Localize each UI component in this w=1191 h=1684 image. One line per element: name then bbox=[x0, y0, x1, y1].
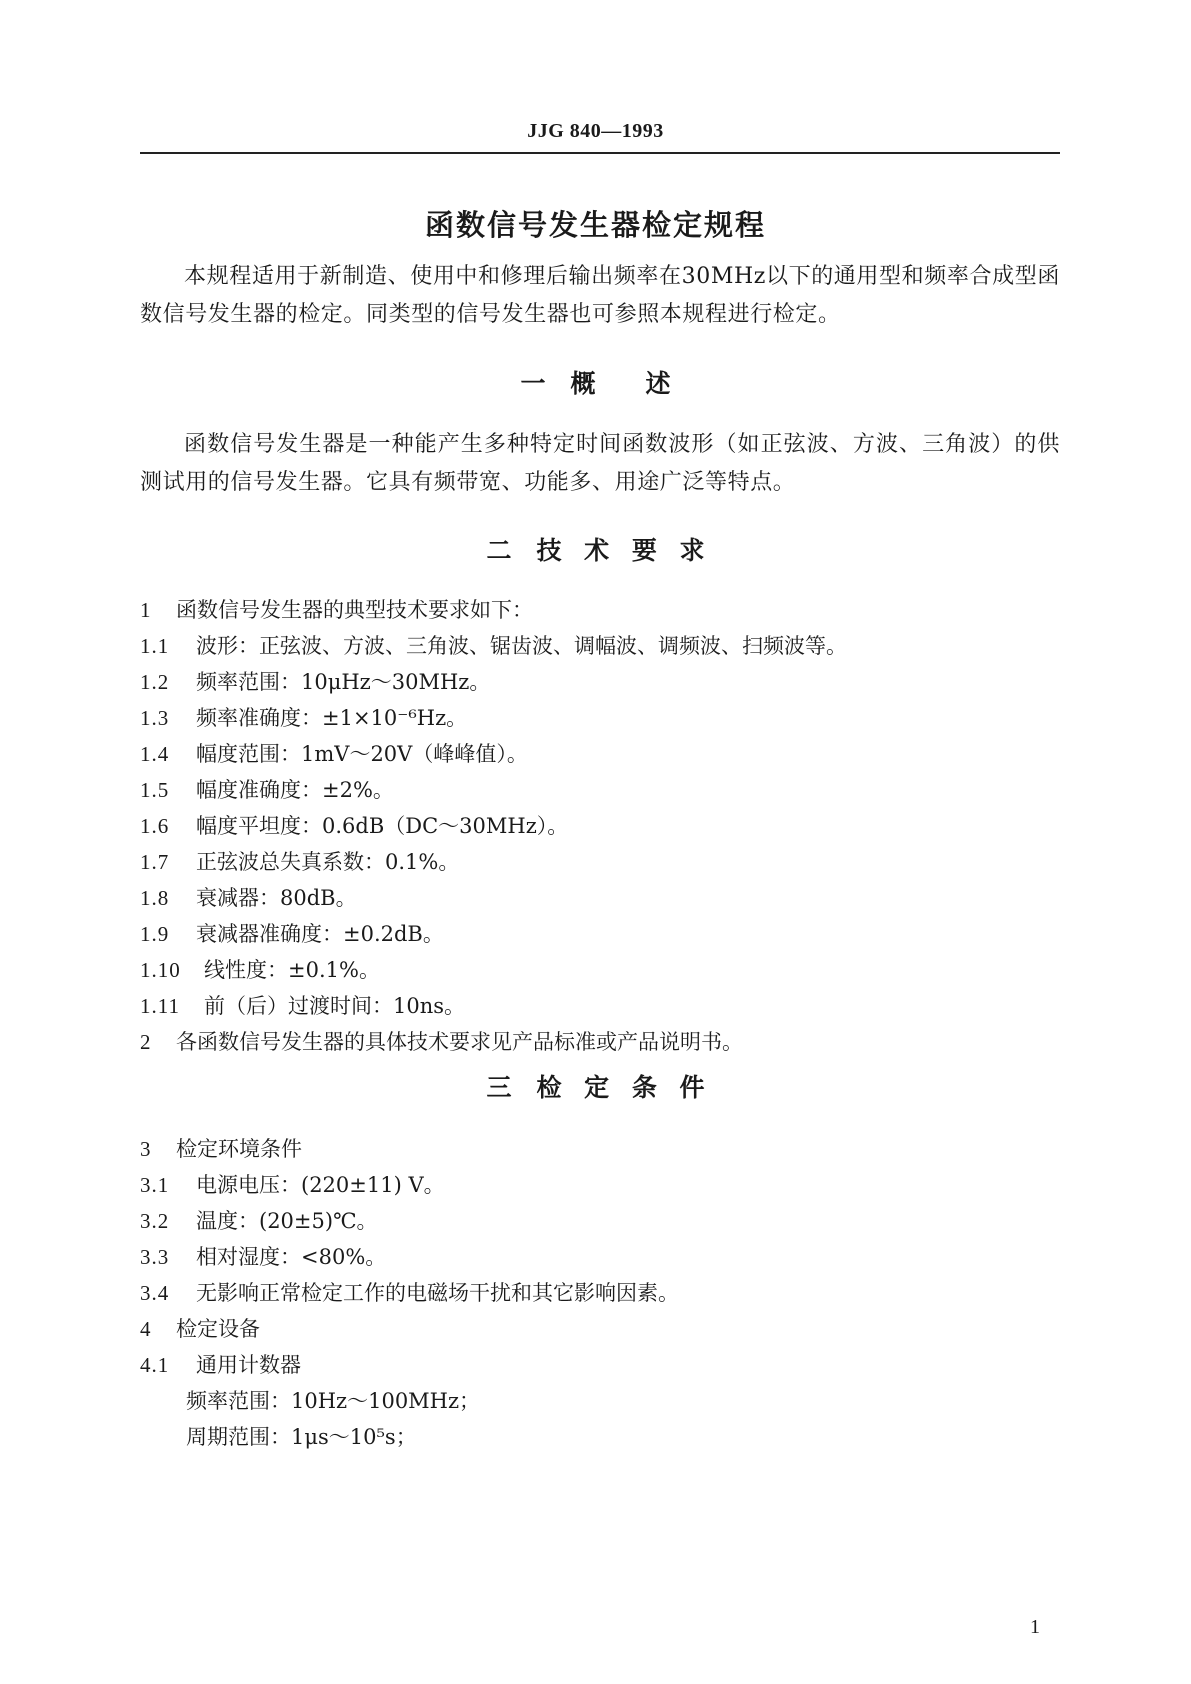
list-item bbox=[140, 772, 1060, 808]
list-item bbox=[140, 880, 1060, 916]
list-item bbox=[140, 1311, 1060, 1347]
item-text: 各函数信号发生器的具体技术要求见产品标准或产品说明书。 bbox=[176, 1030, 743, 1054]
item-text: 衰减器：80dB。 bbox=[196, 886, 357, 910]
list-item bbox=[140, 1239, 1060, 1275]
list-item bbox=[140, 808, 1060, 844]
list-item bbox=[140, 1419, 1060, 1455]
item-text: 周期范围：1μs～10⁵s； bbox=[186, 1425, 417, 1449]
item-text: 幅度准确度：±2%。 bbox=[196, 778, 394, 802]
list-item bbox=[140, 1275, 1060, 1311]
item-number: 2 bbox=[140, 1030, 152, 1054]
item-text: 检定环境条件 bbox=[176, 1137, 302, 1161]
item-number: 1.9 bbox=[140, 922, 170, 946]
item-text: 频率准确度：±1×10⁻⁶Hz。 bbox=[196, 706, 468, 730]
list-item bbox=[140, 1131, 1060, 1167]
item-text: 通用计数器 bbox=[196, 1353, 301, 1377]
item-text: 频率范围：10μHz～30MHz。 bbox=[196, 670, 491, 694]
item-text: 波形：正弦波、方波、三角波、锯齿波、调幅波、调频波、扫频波等。 bbox=[196, 634, 847, 658]
requirements-list bbox=[140, 592, 1060, 1060]
item-text: 频率范围：10Hz～100MHz； bbox=[186, 1389, 481, 1413]
item-number: 1.7 bbox=[140, 850, 170, 874]
item-number: 4.1 bbox=[140, 1353, 170, 1377]
item-text: 函数信号发生器的典型技术要求如下： bbox=[176, 598, 533, 622]
item-text: 电源电压：(220±11) V。 bbox=[196, 1173, 445, 1197]
item-text: 前（后）过渡时间：10ns。 bbox=[204, 994, 466, 1018]
item-text: 幅度平坦度：0.6dB（DC～30MHz）。 bbox=[196, 814, 569, 838]
section-heading-requirements: 二 技 术 要 求 bbox=[486, 536, 705, 565]
item-number: 1.6 bbox=[140, 814, 170, 838]
item-number: 3.2 bbox=[140, 1209, 170, 1233]
intro-paragraph: 本规程适用于新制造、使用中和修理后输出频率在30MHz以下的通用型和频率合成型函数信号发生器的检定。同类型的信号发生器也可参照本规程进行检定。 bbox=[140, 264, 1060, 327]
list-item bbox=[140, 988, 1060, 1024]
item-number: 1 bbox=[140, 598, 152, 622]
item-number: 1.4 bbox=[140, 742, 170, 766]
item-number: 3.4 bbox=[140, 1281, 170, 1305]
item-number: 1.5 bbox=[140, 778, 170, 802]
item-text: 线性度：±0.1%。 bbox=[204, 958, 380, 982]
item-text: 幅度范围：1mV～20V（峰峰值）。 bbox=[196, 742, 528, 766]
list-item bbox=[140, 700, 1060, 736]
list-item bbox=[140, 736, 1060, 772]
item-text: 相对湿度：<80%。 bbox=[196, 1245, 387, 1269]
item-number: 1.10 bbox=[140, 958, 181, 982]
item-text: 检定设备 bbox=[176, 1317, 260, 1341]
list-item bbox=[140, 1167, 1060, 1203]
list-item bbox=[140, 1203, 1060, 1239]
item-number: 1.2 bbox=[140, 670, 170, 694]
item-number: 1.8 bbox=[140, 886, 170, 910]
list-item bbox=[140, 1383, 1060, 1419]
list-item bbox=[140, 1347, 1060, 1383]
list-item bbox=[140, 916, 1060, 952]
item-number: 3.3 bbox=[140, 1245, 170, 1269]
list-item bbox=[140, 1024, 1060, 1060]
item-number: 4 bbox=[140, 1317, 152, 1341]
list-item bbox=[140, 628, 1060, 664]
item-text: 温度：(20±5)℃。 bbox=[196, 1209, 378, 1233]
item-number: 1.3 bbox=[140, 706, 170, 730]
item-number: 1.1 bbox=[140, 634, 170, 658]
item-number: 1.11 bbox=[140, 994, 180, 1018]
header-divider bbox=[140, 152, 1060, 154]
item-number: 3.1 bbox=[140, 1173, 170, 1197]
list-item bbox=[140, 664, 1060, 700]
section-heading-conditions: 三 检 定 条 件 bbox=[486, 1073, 705, 1102]
item-text: 正弦波总失真系数：0.1%。 bbox=[196, 850, 460, 874]
page-number: 1 bbox=[1030, 1616, 1040, 1638]
item-number: 3 bbox=[140, 1137, 152, 1161]
standard-code: JJG 840—1993 bbox=[527, 120, 664, 142]
list-item bbox=[140, 844, 1060, 880]
document-title: 函数信号发生器检定规程 bbox=[424, 208, 766, 242]
section-heading-overview: 一 概 述 bbox=[520, 369, 671, 398]
list-item bbox=[140, 952, 1060, 988]
list-item bbox=[140, 592, 1060, 628]
item-text: 衰减器准确度：±0.2dB。 bbox=[196, 922, 444, 946]
conditions-list bbox=[140, 1131, 1060, 1455]
item-text: 无影响正常检定工作的电磁场干扰和其它影响因素。 bbox=[196, 1281, 679, 1305]
overview-paragraph: 函数信号发生器是一种能产生多种特定时间函数波形（如正弦波、方波、三角波）的供测试用的信号发生器。它具有频带宽、功能多、用途广泛等特点。 bbox=[140, 432, 1060, 495]
